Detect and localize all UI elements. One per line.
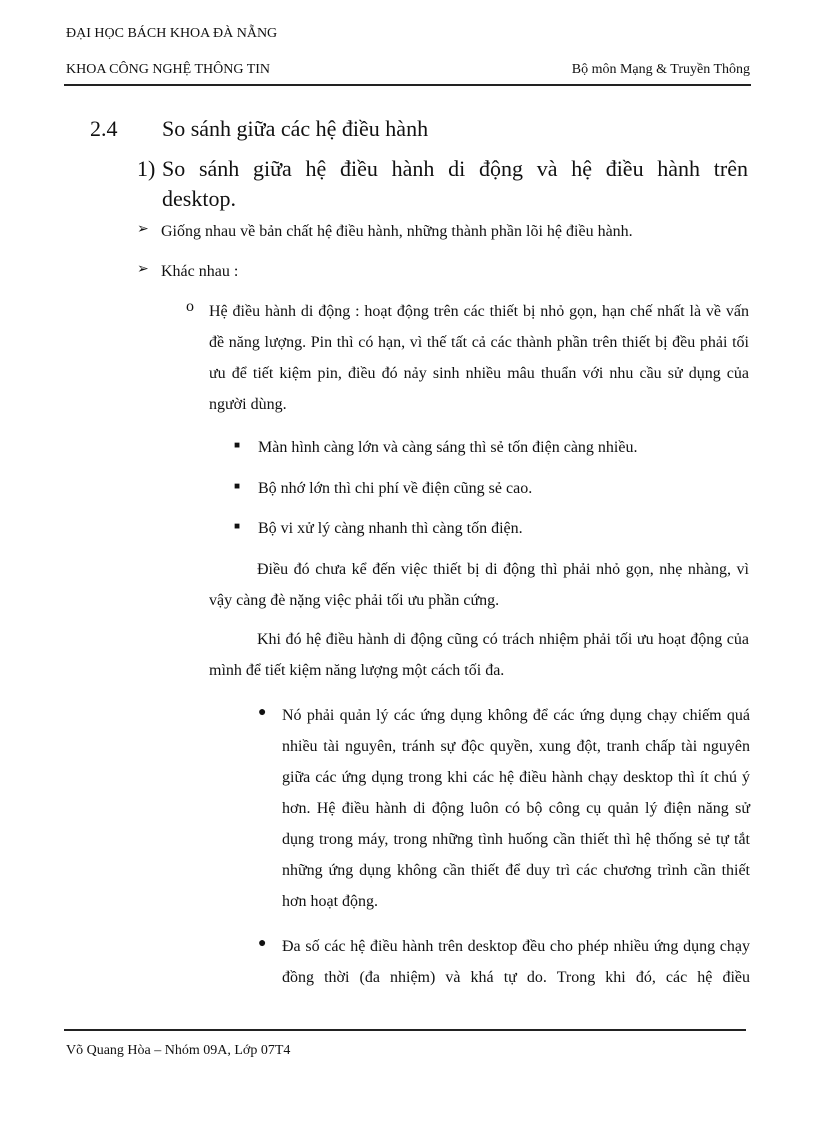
subsection-number: 1): [137, 156, 156, 181]
square-item: Màn hình càng lớn và càng sáng thì sẻ tốn điện càng nhiều.: [258, 439, 638, 456]
circle-bullet-icon: o: [186, 298, 194, 315]
square-bullet-icon: ■: [234, 440, 241, 451]
header-university: ĐẠI HỌC BÁCH KHOA ĐÀ NẴNG: [66, 26, 278, 41]
square-item: Bộ vi xử lý càng nhanh thì càng tốn điện.: [258, 520, 523, 537]
section-number: 2.4: [90, 116, 118, 141]
dot-bullet-icon: ●: [258, 705, 267, 720]
arrow-item-differences: Khác nhau :: [161, 263, 239, 280]
square-bullet-icon: ■: [234, 481, 241, 492]
paragraph-energy: Khi đó hệ điều hành di động cũng có trách nhiệm phải tối ưu hoạt động của mình để tiết kiệm năng lượng một cách tối đa.: [209, 631, 749, 679]
bullet-app-management: Nó phải quản lý các ứng dụng không để các ứng dụng chạy chiếm quá nhiều tài nguyên, tránh sự độc quyền, xung đột, tranh chấp tài nguyên giữa các ứng dụng trong khi các hệ điều hành chạy desktop thì ít chú ý hơn. Hệ điều hành di động luôn có bộ công cụ quản lý điện năng sử dụng trong máy, trong những tình huống cần thiết thì hệ thống sẻ tự tắt những ứng dụng không cần thiết để duy trì các chương trình cần thiết hơn hoạt động.: [282, 707, 750, 910]
arrow-item-similarities: Giống nhau về bản chất hệ điều hành, những thành phần lõi hệ điều hành.: [161, 223, 633, 240]
header-faculty: KHOA CÔNG NGHỆ THÔNG TIN: [66, 62, 271, 77]
footer-author: Võ Quang Hòa – Nhóm 09A, Lớp 07T4: [66, 1043, 291, 1058]
subsection-title-line2: desktop.: [162, 186, 236, 211]
arrow-bullet-icon: ➢: [137, 222, 149, 237]
square-item: Bộ nhớ lớn thì chi phí về điện cũng sẻ cao.: [258, 480, 533, 497]
mobile-os-paragraph: Hệ điều hành di động : hoạt động trên các thiết bị nhỏ gọn, hạn chế nhất là về vấn đề năng lượng. Pin thì có hạn, vì thế tất cả các thành phần trên thiết bị đều phải tối ưu để tiết kiệm pin, điều đó nảy sinh nhiều mâu thuẩn với nhu cầu sử dụng của người dùng.: [209, 303, 749, 413]
dot-bullet-icon: ●: [258, 936, 267, 951]
subsection-title-line1: So sánh giữa hệ điều hành di động và hệ điều hành trên: [162, 156, 748, 181]
arrow-bullet-icon: ➢: [137, 262, 149, 277]
header-department: Bộ môn Mạng & Truyền Thông: [571, 62, 750, 77]
footer-rule: [64, 1029, 746, 1031]
header-rule: [64, 84, 751, 86]
bullet-multitasking: Đa số các hệ điều hành trên desktop đều cho phép nhiều ứng dụng chạy đồng thời (đa nhiệm) và khá tự do. Trong khi đó, các hệ điều: [282, 938, 750, 986]
square-bullet-icon: ■: [234, 521, 241, 532]
section-title: So sánh giữa các hệ điều hành: [162, 116, 429, 141]
paragraph-hardware: Điều đó chưa kể đến việc thiết bị di động thì phải nhỏ gọn, nhẹ nhàng, vì vậy càng đè nặng việc phải tối ưu phần cứng.: [209, 561, 749, 609]
